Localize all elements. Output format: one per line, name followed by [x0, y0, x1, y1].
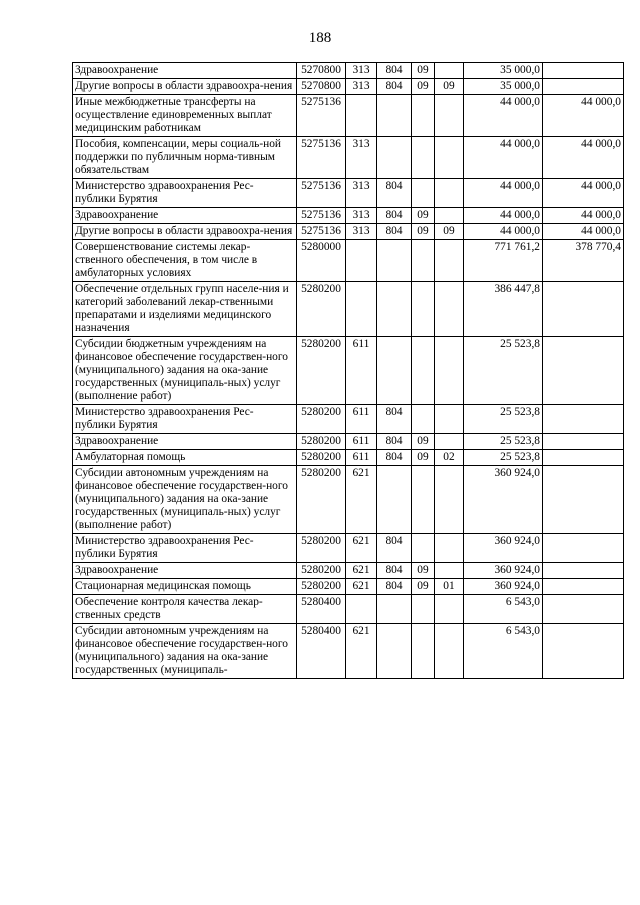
amount-total-cell: [464, 534, 543, 563]
subsection-code-cell: [435, 337, 464, 405]
row-name-cell: [73, 624, 297, 679]
target-article-code-cell: [297, 595, 346, 624]
target-article-code-cell: [297, 337, 346, 405]
department-code-text: 804: [385, 80, 403, 92]
amount-total-text: 25 523,8: [500, 406, 540, 418]
department-code-cell: [377, 595, 412, 624]
row-name-cell: [73, 405, 297, 434]
amount-total-cell: [464, 95, 543, 137]
subsection-code-cell: [435, 240, 464, 282]
department-code-text: 804: [385, 406, 403, 418]
section-code-text: 09: [417, 80, 429, 92]
target-article-code-text: 5270800: [301, 80, 341, 92]
expense-type-code-cell: [346, 179, 377, 208]
amount-total-cell: [464, 179, 543, 208]
section-code-cell: [412, 579, 435, 595]
amount-federal-cell: [543, 405, 624, 434]
subsection-code-cell: [435, 224, 464, 240]
department-code-text: 804: [385, 209, 403, 221]
expense-type-code-cell: [346, 405, 377, 434]
amount-federal-cell: [543, 137, 624, 179]
target-article-code-text: 5275136: [301, 209, 341, 221]
table-row: [73, 95, 624, 137]
table-row: [73, 224, 624, 240]
amount-federal-cell: [543, 208, 624, 224]
target-article-code-text: 5280200: [301, 535, 341, 547]
expense-type-code-cell: [346, 466, 377, 534]
section-code-cell: [412, 624, 435, 679]
amount-total-cell: [464, 240, 543, 282]
expense-type-code-cell: [346, 79, 377, 95]
amount-total-cell: [464, 137, 543, 179]
amount-total-text: 44 000,0: [500, 225, 540, 237]
expense-type-code-text: 611: [352, 435, 370, 447]
section-code-cell: [412, 282, 435, 337]
amount-total-text: 360 924,0: [494, 467, 540, 479]
table-row: [73, 624, 624, 679]
expense-type-code-text: 621: [352, 564, 370, 576]
row-name-cell: [73, 95, 297, 137]
row-name-text: Здравоохранение: [75, 209, 159, 221]
amount-federal-cell: [543, 595, 624, 624]
section-code-cell: [412, 179, 435, 208]
row-name-text: Стационарная медицинская помощь: [75, 580, 251, 592]
expense-type-code-cell: [346, 434, 377, 450]
department-code-cell: [377, 450, 412, 466]
expense-type-code-cell: [346, 95, 377, 137]
row-name-cell: [73, 595, 297, 624]
amount-federal-cell: [543, 579, 624, 595]
row-name-text: Другие вопросы в области здравоохра-нения: [75, 80, 293, 92]
department-code-cell: [377, 434, 412, 450]
row-name-text: Другие вопросы в области здравоохра-нения: [75, 225, 293, 237]
subsection-code-text: 09: [443, 80, 455, 92]
expense-type-code-text: 313: [352, 64, 370, 76]
target-article-code-cell: [297, 434, 346, 450]
amount-federal-cell: [543, 337, 624, 405]
section-code-text: 09: [417, 209, 429, 221]
row-name-text: Совершенствование системы лекар-ственного обеспечения, в том числе в амбулаторных условиях: [75, 241, 258, 279]
department-code-cell: [377, 337, 412, 405]
target-article-code-cell: [297, 208, 346, 224]
amount-federal-cell: [543, 79, 624, 95]
expense-type-code-text: 313: [352, 138, 370, 150]
section-code-text: 09: [417, 564, 429, 576]
row-name-text: Обеспечение контроля качества лекар-ственных средств: [75, 596, 263, 621]
subsection-code-cell: [435, 624, 464, 679]
department-code-text: 804: [385, 225, 403, 237]
amount-total-text: 25 523,8: [500, 338, 540, 350]
department-code-text: 804: [385, 564, 403, 576]
section-code-cell: [412, 79, 435, 95]
table-row: [73, 79, 624, 95]
department-code-cell: [377, 579, 412, 595]
amount-federal-cell: [543, 534, 624, 563]
target-article-code-cell: [297, 179, 346, 208]
amount-federal-cell: [543, 450, 624, 466]
expense-type-code-text: 313: [352, 225, 370, 237]
amount-federal-cell: [543, 95, 624, 137]
row-name-text: Министерство здравоохранения Рес-публики Бурятия: [75, 180, 254, 205]
target-article-code-cell: [297, 624, 346, 679]
subsection-code-cell: [435, 63, 464, 79]
table-row: [73, 450, 624, 466]
section-code-cell: [412, 95, 435, 137]
expense-type-code-cell: [346, 450, 377, 466]
target-article-code-text: 5280400: [301, 596, 341, 608]
row-name-cell: [73, 179, 297, 208]
department-code-text: 804: [385, 580, 403, 592]
amount-total-text: 386 447,8: [494, 283, 540, 295]
table-row: [73, 137, 624, 179]
department-code-cell: [377, 563, 412, 579]
target-article-code-cell: [297, 63, 346, 79]
target-article-code-text: 5275136: [301, 138, 341, 150]
department-code-cell: [377, 534, 412, 563]
section-code-cell: [412, 224, 435, 240]
table-row: [73, 337, 624, 405]
section-code-cell: [412, 434, 435, 450]
row-name-cell: [73, 240, 297, 282]
amount-federal-text: 44 000,0: [581, 180, 621, 192]
target-article-code-text: 5275136: [301, 225, 341, 237]
subsection-code-cell: [435, 434, 464, 450]
department-code-cell: [377, 282, 412, 337]
amount-total-cell: [464, 434, 543, 450]
amount-total-cell: [464, 63, 543, 79]
subsection-code-cell: [435, 563, 464, 579]
row-name-text: Министерство здравоохранения Рес-публики Бурятия: [75, 535, 254, 560]
expense-type-code-cell: [346, 579, 377, 595]
amount-total-text: 6 543,0: [505, 625, 540, 637]
department-code-cell: [377, 63, 412, 79]
department-code-cell: [377, 179, 412, 208]
amount-federal-text: 44 000,0: [581, 225, 621, 237]
row-name-cell: [73, 434, 297, 450]
subsection-code-cell: [435, 179, 464, 208]
section-code-cell: [412, 337, 435, 405]
subsection-code-text: 01: [443, 580, 455, 592]
target-article-code-text: 5280000: [301, 241, 341, 253]
section-code-cell: [412, 208, 435, 224]
table-row: [73, 179, 624, 208]
amount-total-cell: [464, 337, 543, 405]
expense-type-code-cell: [346, 208, 377, 224]
target-article-code-cell: [297, 579, 346, 595]
department-code-cell: [377, 624, 412, 679]
section-code-cell: [412, 534, 435, 563]
subsection-code-cell: [435, 79, 464, 95]
department-code-cell: [377, 224, 412, 240]
department-code-text: 804: [385, 64, 403, 76]
row-name-text: Субсидии автономным учреждениям на финансовое обеспечение государствен-ного (муниципального) задания на ока-зание государственных (муниципаль-: [75, 625, 288, 676]
amount-total-cell: [464, 79, 543, 95]
target-article-code-text: 5270800: [301, 64, 341, 76]
row-name-cell: [73, 563, 297, 579]
subsection-code-cell: [435, 137, 464, 179]
amount-total-cell: [464, 450, 543, 466]
target-article-code-text: 5280200: [301, 580, 341, 592]
section-code-text: 09: [417, 435, 429, 447]
row-name-cell: [73, 579, 297, 595]
row-name-text: Пособия, компенсации, меры социаль-ной поддержки по публичным норма-тивным обязательствам: [75, 138, 282, 176]
target-article-code-cell: [297, 240, 346, 282]
amount-federal-text: 44 000,0: [581, 138, 621, 150]
section-code-cell: [412, 137, 435, 179]
amount-total-cell: [464, 595, 543, 624]
section-code-cell: [412, 563, 435, 579]
department-code-text: 804: [385, 451, 403, 463]
expense-type-code-text: 611: [352, 451, 370, 463]
row-name-cell: [73, 534, 297, 563]
amount-total-text: 44 000,0: [500, 180, 540, 192]
row-name-cell: [73, 466, 297, 534]
expense-type-code-cell: [346, 337, 377, 405]
row-name-text: Здравоохранение: [75, 564, 159, 576]
target-article-code-cell: [297, 466, 346, 534]
department-code-cell: [377, 466, 412, 534]
expense-type-code-text: 313: [352, 180, 370, 192]
table-row: [73, 579, 624, 595]
row-name-cell: [73, 137, 297, 179]
subsection-code-cell: [435, 450, 464, 466]
amount-federal-text: 378 770,4: [575, 241, 621, 253]
amount-federal-text: 44 000,0: [581, 209, 621, 221]
table-row: [73, 63, 624, 79]
section-code-cell: [412, 63, 435, 79]
section-code-text: 09: [417, 580, 429, 592]
department-code-text: 804: [385, 435, 403, 447]
target-article-code-cell: [297, 95, 346, 137]
table-row: [73, 282, 624, 337]
budget-table: [72, 62, 624, 679]
department-code-cell: [377, 208, 412, 224]
budget-table-body: [73, 63, 624, 679]
row-name-text: Здравоохранение: [75, 64, 159, 76]
department-code-cell: [377, 79, 412, 95]
expense-type-code-cell: [346, 240, 377, 282]
amount-federal-cell: [543, 624, 624, 679]
amount-total-text: 25 523,8: [500, 435, 540, 447]
target-article-code-text: 5280200: [301, 406, 341, 418]
target-article-code-cell: [297, 405, 346, 434]
amount-total-text: 771 761,2: [494, 241, 540, 253]
target-article-code-cell: [297, 563, 346, 579]
amount-federal-cell: [543, 434, 624, 450]
row-name-text: Министерство здравоохранения Рес-публики Бурятия: [75, 406, 254, 431]
row-name-cell: [73, 208, 297, 224]
amount-total-cell: [464, 224, 543, 240]
target-article-code-cell: [297, 224, 346, 240]
table-row: [73, 208, 624, 224]
section-code-cell: [412, 595, 435, 624]
department-code-text: 804: [385, 180, 403, 192]
target-article-code-text: 5280200: [301, 467, 341, 479]
amount-federal-cell: [543, 282, 624, 337]
section-code-text: 09: [417, 64, 429, 76]
amount-total-cell: [464, 563, 543, 579]
row-name-cell: [73, 450, 297, 466]
amount-total-text: 35 000,0: [500, 80, 540, 92]
row-name-text: Иные межбюджетные трансферты на осуществление единовременных выплат медицинским работникам: [75, 96, 272, 134]
expense-type-code-cell: [346, 563, 377, 579]
amount-total-cell: [464, 405, 543, 434]
section-code-text: 09: [417, 451, 429, 463]
target-article-code-cell: [297, 450, 346, 466]
row-name-cell: [73, 224, 297, 240]
amount-federal-cell: [543, 563, 624, 579]
expense-type-code-text: 621: [352, 580, 370, 592]
target-article-code-text: 5280400: [301, 625, 341, 637]
target-article-code-cell: [297, 137, 346, 179]
amount-total-cell: [464, 208, 543, 224]
expense-type-code-text: 621: [352, 467, 370, 479]
row-name-text: Субсидии автономным учреждениям на финансовое обеспечение государствен-ного (муниципального) задания на ока-зание государственных (муниципаль-ных) услуг (выполнение работ): [75, 467, 288, 531]
row-name-text: Здравоохранение: [75, 435, 159, 447]
subsection-code-text: 09: [443, 225, 455, 237]
expense-type-code-cell: [346, 534, 377, 563]
amount-total-text: 25 523,8: [500, 451, 540, 463]
section-code-cell: [412, 450, 435, 466]
expense-type-code-text: 611: [352, 406, 370, 418]
row-name-cell: [73, 337, 297, 405]
expense-type-code-text: 621: [352, 625, 370, 637]
amount-federal-cell: [543, 224, 624, 240]
table-row: [73, 405, 624, 434]
table-row: [73, 563, 624, 579]
row-name-cell: [73, 63, 297, 79]
subsection-code-cell: [435, 282, 464, 337]
table-row: [73, 534, 624, 563]
subsection-code-cell: [435, 534, 464, 563]
department-code-cell: [377, 137, 412, 179]
amount-total-text: 44 000,0: [500, 138, 540, 150]
target-article-code-text: 5280200: [301, 451, 341, 463]
expense-type-code-text: 621: [352, 535, 370, 547]
department-code-text: 804: [385, 535, 403, 547]
amount-federal-cell: [543, 466, 624, 534]
subsection-code-cell: [435, 405, 464, 434]
target-article-code-cell: [297, 534, 346, 563]
department-code-cell: [377, 95, 412, 137]
target-article-code-text: 5275136: [301, 96, 341, 108]
target-article-code-cell: [297, 79, 346, 95]
expense-type-code-cell: [346, 595, 377, 624]
subsection-code-cell: [435, 579, 464, 595]
amount-federal-cell: [543, 63, 624, 79]
amount-total-text: 360 924,0: [494, 580, 540, 592]
amount-federal-text: 44 000,0: [581, 96, 621, 108]
subsection-code-cell: [435, 208, 464, 224]
amount-total-text: 360 924,0: [494, 535, 540, 547]
amount-total-text: 6 543,0: [505, 596, 540, 608]
table-row: [73, 240, 624, 282]
expense-type-code-text: 611: [352, 338, 370, 350]
row-name-cell: [73, 282, 297, 337]
amount-total-text: 44 000,0: [500, 96, 540, 108]
subsection-code-cell: [435, 95, 464, 137]
expense-type-code-cell: [346, 137, 377, 179]
target-article-code-text: 5280200: [301, 283, 341, 295]
section-code-cell: [412, 405, 435, 434]
amount-total-text: 360 924,0: [494, 564, 540, 576]
amount-total-text: 44 000,0: [500, 209, 540, 221]
subsection-code-cell: [435, 595, 464, 624]
expense-type-code-text: 313: [352, 80, 370, 92]
amount-total-cell: [464, 579, 543, 595]
row-name-text: Амбулаторная помощь: [75, 451, 186, 463]
amount-total-cell: [464, 624, 543, 679]
target-article-code-text: 5280200: [301, 435, 341, 447]
page-number: 188: [308, 30, 332, 46]
subsection-code-cell: [435, 466, 464, 534]
row-name-text: Субсидии бюджетным учреждениям на финансовое обеспечение государствен-ного (муниципального) задания на ока-зание государственных (муниципаль-ных) услуг (выполнение работ): [75, 338, 288, 402]
expense-type-code-cell: [346, 624, 377, 679]
target-article-code-text: 5280200: [301, 338, 341, 350]
department-code-cell: [377, 240, 412, 282]
target-article-code-text: 5275136: [301, 180, 341, 192]
table-row: [73, 595, 624, 624]
amount-federal-cell: [543, 179, 624, 208]
section-code-cell: [412, 240, 435, 282]
row-name-cell: [73, 79, 297, 95]
department-code-cell: [377, 405, 412, 434]
expense-type-code-cell: [346, 282, 377, 337]
target-article-code-text: 5280200: [301, 564, 341, 576]
table-row: [73, 466, 624, 534]
amount-total-cell: [464, 282, 543, 337]
expense-type-code-cell: [346, 63, 377, 79]
amount-total-cell: [464, 466, 543, 534]
section-code-cell: [412, 466, 435, 534]
expense-type-code-text: 313: [352, 209, 370, 221]
amount-federal-cell: [543, 240, 624, 282]
target-article-code-cell: [297, 282, 346, 337]
row-name-text: Обеспечение отдельных групп населе-ния и категорий заболеваний лекар-ственными препаратами и изделиями медицинского назначения: [75, 283, 289, 334]
section-code-text: 09: [417, 225, 429, 237]
amount-total-text: 35 000,0: [500, 64, 540, 76]
table-row: [73, 434, 624, 450]
subsection-code-text: 02: [443, 451, 455, 463]
expense-type-code-cell: [346, 224, 377, 240]
